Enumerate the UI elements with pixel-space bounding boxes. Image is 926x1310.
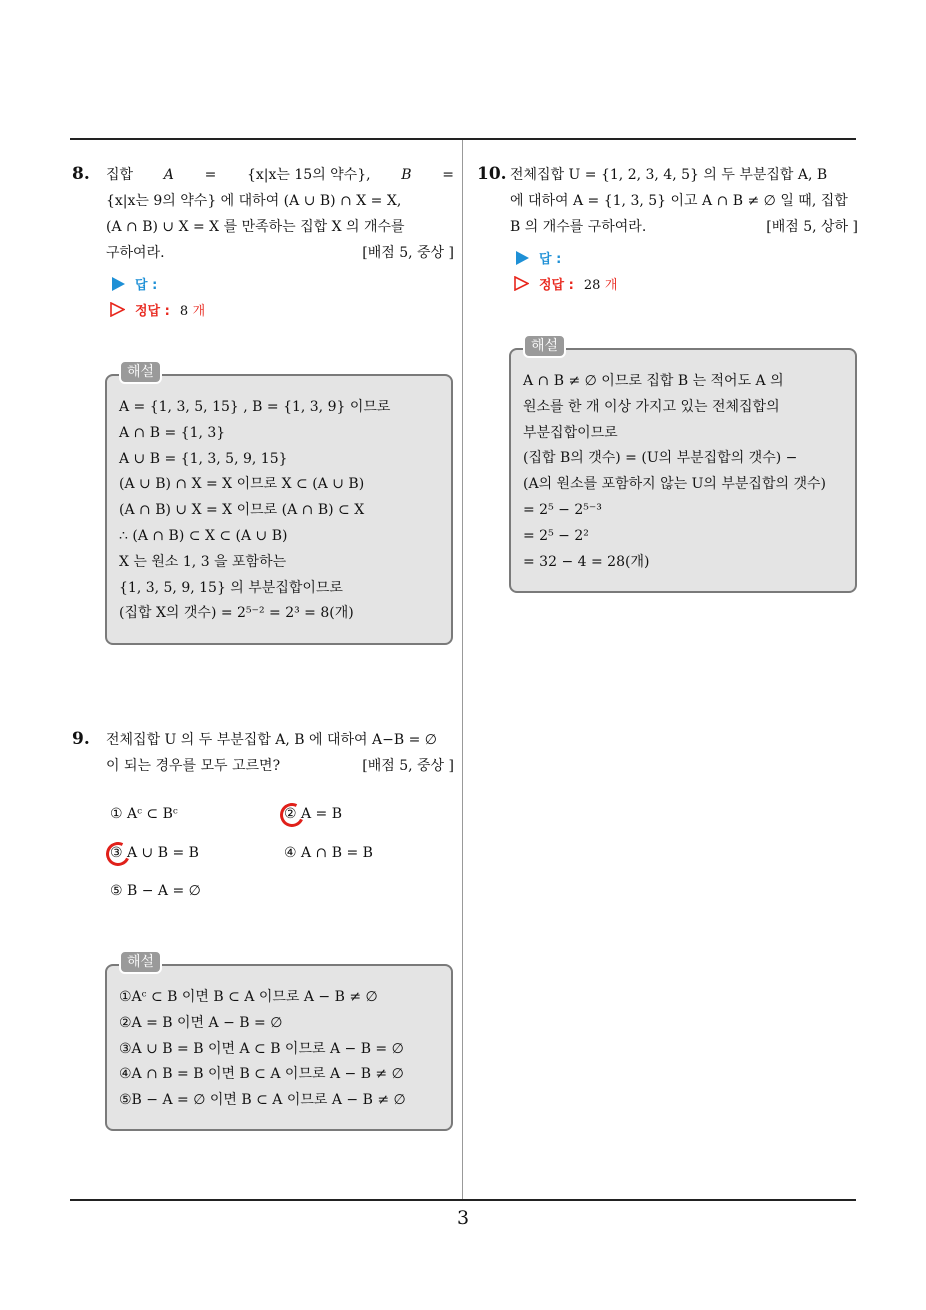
page-number: 3	[456, 1207, 470, 1229]
correct-value: 8	[179, 304, 189, 319]
solution-line: A ∩ B = {1, 3}	[119, 424, 226, 441]
problem-line: 전체집합 U 의 두 부분집합 A, B 에 대하여 A−B = ∅	[106, 732, 437, 748]
solution-line: ④A ∩ B = B 이면 B ⊂ A 이므로 A − B ≠ ∅	[119, 1066, 404, 1083]
solution-line: A ∪ B = {1, 3, 5, 9, 15}	[119, 450, 288, 467]
solution-line: = 2⁵ − 2⁵⁻³	[523, 501, 602, 518]
correct-label: 정답 :	[135, 304, 170, 319]
problem-line	[106, 240, 454, 266]
solution-line: ①Aᶜ ⊂ B 이면 B ⊂ A 이므로 A − B ≠ ∅	[119, 989, 378, 1005]
solution-lines	[523, 369, 845, 575]
play-icon	[112, 277, 125, 291]
solution-line: ③A ∪ B = B 이면 A ⊂ B 이므로 A − B = ∅	[119, 1040, 404, 1057]
solution-line: (A ∪ B) ∩ X = X 이므로 X ⊂ (A ∪ B)	[119, 476, 365, 493]
solution-line: X 는 원소 1, 3 을 포함하는	[119, 553, 287, 570]
problem-line: 전체집합 U = {1, 2, 3, 4, 5} 의 두 부분집합 A, B	[510, 167, 828, 183]
points-difficulty: [배점 5, 중상 ]	[362, 758, 454, 774]
solution-tag: 해설	[119, 360, 162, 384]
text-token: =	[204, 167, 217, 183]
problem-text	[106, 727, 454, 779]
problem-line: 에 대하여 A = {1, 3, 5} 이고 A ∩ B ≠ ∅ 일 때, 집합	[510, 193, 848, 209]
solution-line: ∴ (A ∩ B) ⊂ X ⊂ (A ∪ B)	[119, 527, 288, 544]
answer-row	[516, 248, 561, 267]
text-token: B 의 개수를 구하여라.	[510, 219, 647, 235]
problem-text	[106, 162, 454, 266]
points-difficulty: [배점 5, 중상 ]	[362, 245, 454, 261]
problem-line	[510, 214, 858, 240]
solution-lines	[119, 985, 406, 1114]
solution-tag: 해설	[523, 334, 566, 358]
solution-line: = 32 − 4 = 28(개)	[523, 553, 650, 570]
solution-tag: 해설	[119, 950, 162, 974]
solution-line: (A의 원소를 포함하지 않는 U의 부분집합의 갯수)	[523, 476, 826, 493]
problem-line	[106, 753, 454, 779]
footer-rule	[70, 1199, 856, 1201]
problem-number: 9.	[72, 729, 90, 749]
solution-line: 부분집합이므로	[523, 424, 618, 441]
choice-2[interactable]: ② A = B	[284, 806, 343, 822]
answer-row	[112, 274, 157, 293]
solution-line: (집합 B의 갯수) = (U의 부분집합의 갯수) −	[523, 450, 798, 467]
column-divider	[462, 140, 463, 1199]
text-token: {x|x는 15의 약수},	[246, 167, 371, 183]
problem-line: {x|x는 9의 약수} 에 대하여 (A ∪ B) ∩ X = X,	[106, 193, 402, 209]
choice-1[interactable]: ① Aᶜ ⊂ Bᶜ	[110, 806, 178, 822]
solution-line: (A ∩ B) ∪ X = X 이므로 (A ∩ B) ⊂ X	[119, 502, 365, 519]
text-token: 구하여라.	[106, 245, 165, 261]
correct-answer-row	[514, 274, 617, 293]
correct-unit: 개	[604, 278, 618, 293]
selected-answer-circle-icon	[103, 839, 134, 870]
solution-line: = 2⁵ − 2²	[523, 527, 589, 544]
play-icon	[516, 251, 529, 265]
problem-line	[106, 162, 454, 188]
header-rule	[70, 138, 856, 140]
choice-3[interactable]: ③ A ∪ B = B	[110, 845, 199, 861]
answer-label: 답 :	[539, 252, 562, 267]
text-token: =	[442, 167, 454, 183]
solution-box	[509, 338, 857, 593]
solution-line: ②A = B 이면 A − B = ∅	[119, 1014, 283, 1031]
triangle-outline-icon	[110, 302, 125, 317]
solution-line: (집합 X의 갯수) = 2⁵⁻² = 2³ = 8(개)	[119, 605, 354, 622]
problem-number: 10.	[477, 164, 507, 184]
selected-answer-circle-icon	[277, 800, 308, 831]
text-token: B	[401, 167, 412, 183]
answer-label: 답 :	[135, 278, 158, 293]
points-difficulty: [배점 5, 상하 ]	[766, 219, 858, 235]
solution-line: 원소를 한 개 이상 가지고 있는 전체집합의	[523, 398, 780, 415]
correct-value: 28	[583, 278, 601, 293]
solution-lines	[119, 395, 390, 627]
choice-5[interactable]: ⑤ B − A = ∅	[110, 883, 201, 899]
problem-number: 8.	[72, 164, 90, 184]
solution-box	[105, 364, 453, 645]
choice-4[interactable]: ④ A ∩ B = B	[284, 845, 373, 861]
text-token: 이 되는 경우를 모두 고르면?	[106, 758, 281, 774]
solution-line: A = {1, 3, 5, 15} , B = {1, 3, 9} 이므로	[119, 399, 391, 415]
problem-line: (A ∩ B) ∪ X = X 를 만족하는 집합 X 의 개수를	[106, 219, 405, 235]
text-token: 집합	[106, 167, 134, 183]
text-token: A	[163, 167, 174, 183]
solution-line: ⑤B − A = ∅ 이면 B ⊂ A 이므로 A − B ≠ ∅	[119, 1092, 406, 1109]
correct-unit: 개	[192, 304, 206, 319]
solution-line: {1, 3, 5, 9, 15} 의 부분집합이므로	[119, 579, 343, 596]
solution-line: A ∩ B ≠ ∅ 이므로 집합 B 는 적어도 A 의	[523, 373, 784, 389]
problem-text	[510, 162, 858, 240]
correct-answer-row	[110, 300, 205, 319]
correct-label: 정답 :	[539, 278, 574, 293]
triangle-outline-icon	[514, 276, 529, 291]
solution-box	[105, 954, 453, 1131]
